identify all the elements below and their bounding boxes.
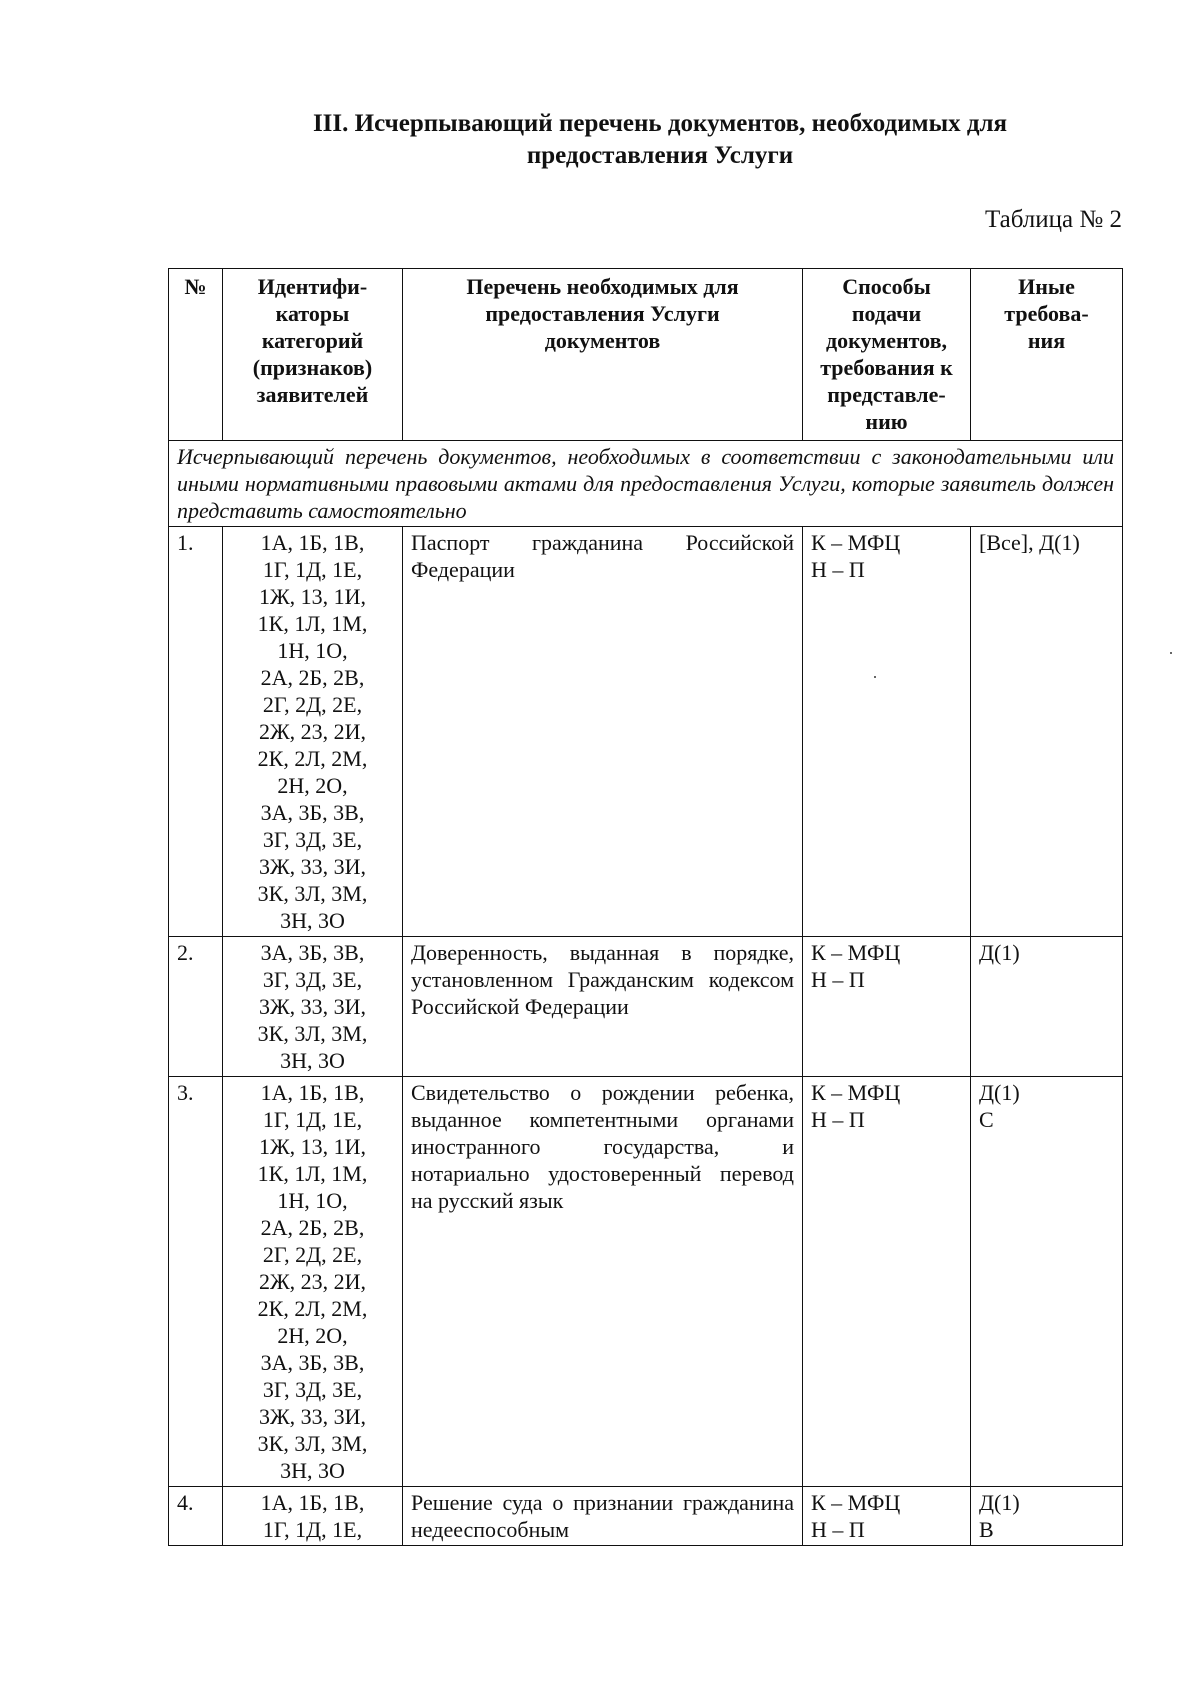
identifier-line: 3Г, 3Д, 3Е, xyxy=(262,1377,363,1402)
header-ways-line: документов, xyxy=(826,328,947,353)
header-num: № xyxy=(169,269,223,441)
identifier-line: 2К, 2Л, 2М, xyxy=(257,1296,368,1321)
row-document: Доверенность, выданная в порядке, установленном Гражданским кодексом Российской Федерации xyxy=(403,937,803,1077)
identifier-line: 1К, 1Л, 1М, xyxy=(257,611,368,636)
section-row xyxy=(169,441,1123,527)
identifier-line: 2К, 2Л, 2М, xyxy=(257,746,368,771)
header-ids-line: каторы xyxy=(275,301,350,326)
header-ids-line: Идентифи- xyxy=(257,274,368,299)
identifier-line: 2Г, 2Д, 2Е, xyxy=(262,692,363,717)
row-identifiers xyxy=(223,1077,403,1487)
row-other xyxy=(971,1077,1123,1487)
row-identifiers xyxy=(223,1487,403,1546)
row-other xyxy=(971,937,1123,1077)
section-text: Исчерпывающий перечень документов, необходимых в соответствии с законодательными или иными нормативными правовыми актами для предоставления Услуги, которые заявитель должен представить самостоятельно xyxy=(169,441,1123,527)
header-ways-line: подачи xyxy=(851,301,922,326)
row-ways xyxy=(803,1487,971,1546)
header-docs-line: Перечень необходимых для xyxy=(466,274,739,299)
identifier-line: 2А, 2Б, 2В, xyxy=(260,665,365,690)
identifier-line: 3К, 3Л, 3М, xyxy=(257,1021,368,1046)
identifier-line: 1Г, 1Д, 1Е, xyxy=(262,557,363,582)
other-line: Д(1) xyxy=(979,1490,1020,1515)
table-header-row xyxy=(169,269,1123,441)
header-ids-line: категорий xyxy=(261,328,364,353)
identifier-line: 3Н, 3О xyxy=(280,908,345,933)
header-other-line: ния xyxy=(1027,328,1066,353)
header-ids-line: заявителей xyxy=(256,382,369,407)
identifier-line: 2Ж, 23, 2И, xyxy=(258,1269,367,1294)
identifier-line: 1А, 1Б, 1В, xyxy=(260,530,365,555)
row-ways xyxy=(803,527,971,937)
identifier-line: 3К, 3Л, 3М, xyxy=(257,1431,368,1456)
way-line: К – МФЦ xyxy=(811,530,901,555)
header-other-line: требова- xyxy=(1004,301,1089,326)
row-number: 3. xyxy=(169,1077,223,1487)
identifier-line: 2А, 2Б, 2В, xyxy=(260,1215,365,1240)
page-title-line-2: предоставления Услуги xyxy=(526,142,794,169)
identifier-line: 3А, 3Б, 3В, xyxy=(260,940,365,965)
other-line: Д(1) xyxy=(979,940,1020,965)
other-line: Д(1) xyxy=(979,1080,1020,1105)
row-document: Свидетельство о рождении ребенка, выданное компетентными органами иностранного государства, и нотариально удостоверенный перевод на русский язык xyxy=(403,1077,803,1487)
row-identifiers xyxy=(223,937,403,1077)
page-title-line-1: III. Исчерпывающий перечень документов, необходимых для xyxy=(312,110,1008,137)
way-line: К – МФЦ xyxy=(811,1490,901,1515)
header-ways xyxy=(803,269,971,441)
way-line: Н – П xyxy=(811,557,865,582)
page-title xyxy=(170,108,1150,172)
row-other xyxy=(971,527,1123,937)
row-document: Паспорт гражданина Российской Федерации xyxy=(403,527,803,937)
header-docs xyxy=(403,269,803,441)
header-ways-line: Способы xyxy=(842,274,931,299)
other-line: С xyxy=(979,1107,994,1132)
identifier-line: 3Г, 3Д, 3Е, xyxy=(262,827,363,852)
row-number: 4. xyxy=(169,1487,223,1546)
header-ways-line: нию xyxy=(865,409,908,434)
identifier-line: 1Ж, 13, 1И, xyxy=(258,1134,367,1159)
row-number: 1. xyxy=(169,527,223,937)
way-line: К – МФЦ xyxy=(811,940,901,965)
header-ids-line: (признаков) xyxy=(252,355,373,380)
row-ways xyxy=(803,1077,971,1487)
row-identifiers xyxy=(223,527,403,937)
table-row xyxy=(169,1487,1123,1546)
identifier-line: 1Ж, 13, 1И, xyxy=(258,584,367,609)
identifier-line: 3Ж, 33, 3И, xyxy=(258,994,367,1019)
identifier-line: 2Н, 2О, xyxy=(277,773,348,798)
way-line: Н – П xyxy=(811,1107,865,1132)
identifier-line: 3Г, 3Д, 3Е, xyxy=(262,967,363,992)
identifier-line: 1Н, 1О, xyxy=(277,638,348,663)
row-other xyxy=(971,1487,1123,1546)
identifier-line: 1К, 1Л, 1М, xyxy=(257,1161,368,1186)
row-document: Решение суда о признании гражданина недееспособным xyxy=(403,1487,803,1546)
identifier-line: 1Н, 1О, xyxy=(277,1188,348,1213)
header-ids xyxy=(223,269,403,441)
identifier-line: 3К, 3Л, 3М, xyxy=(257,881,368,906)
identifier-line: 1Г, 1Д, 1Е, xyxy=(262,1107,363,1132)
identifier-line: 3Н, 3О xyxy=(280,1458,345,1483)
documents-table xyxy=(168,268,1123,1546)
identifier-line: 1А, 1Б, 1В, xyxy=(260,1080,365,1105)
header-ways-line: требования к xyxy=(820,355,953,380)
scan-speck xyxy=(874,676,876,678)
identifier-line: 1А, 1Б, 1В, xyxy=(260,1490,365,1515)
header-docs-line: предоставления Услуги xyxy=(485,301,720,326)
row-number: 2. xyxy=(169,937,223,1077)
way-line: Н – П xyxy=(811,1517,865,1542)
way-line: Н – П xyxy=(811,967,865,992)
table-row xyxy=(169,527,1123,937)
other-line: [Все], Д(1) xyxy=(979,530,1080,555)
header-other-line: Иные xyxy=(1018,274,1075,299)
header-other xyxy=(971,269,1123,441)
identifier-line: 3Ж, 33, 3И, xyxy=(258,1404,367,1429)
identifier-line: 3А, 3Б, 3В, xyxy=(260,1350,365,1375)
identifier-line: 1Г, 1Д, 1Е, xyxy=(262,1517,363,1542)
identifier-line: 3Н, 3О xyxy=(280,1048,345,1073)
table-row xyxy=(169,937,1123,1077)
row-ways xyxy=(803,937,971,1077)
identifier-line: 2Н, 2О, xyxy=(277,1323,348,1348)
table-row xyxy=(169,1077,1123,1487)
scan-speck xyxy=(1170,652,1172,654)
way-line: К – МФЦ xyxy=(811,1080,901,1105)
identifier-line: 3Ж, 33, 3И, xyxy=(258,854,367,879)
identifier-line: 3А, 3Б, 3В, xyxy=(260,800,365,825)
header-ways-line: представле- xyxy=(827,382,946,407)
identifier-line: 2Г, 2Д, 2Е, xyxy=(262,1242,363,1267)
header-docs-line: документов xyxy=(544,328,661,353)
table-number: Таблица № 2 xyxy=(984,206,1122,233)
other-line: В xyxy=(979,1517,994,1542)
identifier-line: 2Ж, 23, 2И, xyxy=(258,719,367,744)
